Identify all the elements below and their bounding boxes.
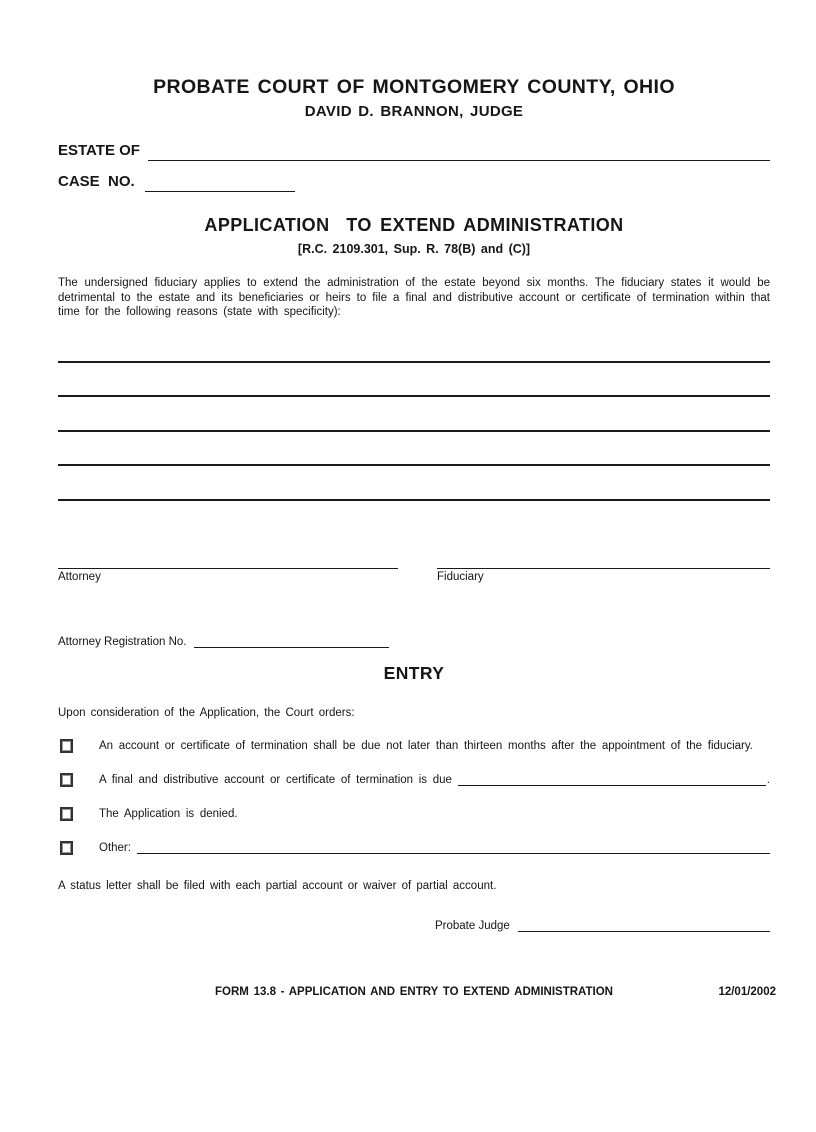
reason-fill-line[interactable] [58, 466, 770, 501]
option-suffix: . [766, 773, 770, 786]
attorney-registration-label: Attorney Registration No. [58, 635, 187, 648]
entry-option-row [58, 773, 770, 788]
probate-judge-label: Probate Judge [435, 919, 510, 932]
form-footer [58, 985, 776, 999]
fiduciary-label: Fiduciary [437, 570, 484, 583]
entry-option-row [58, 739, 770, 754]
estate-of-label: ESTATE OF [58, 142, 140, 159]
attorney-signature-block [58, 568, 398, 584]
signature-row [58, 568, 770, 584]
option-label: Other: [99, 841, 131, 854]
application-body-text: The undersigned fiduciary applies to extend the administration of the estate beyond six months. The fiduciary states it would be detrimental to the estate and its beneficiaries or heirs to file a final and distributive account or certificate of termination within that time for the following reasons (state with specificity): [58, 277, 770, 319]
rule-citation: [R.C. 2109.301, Sup. R. 78(B) and (C)] [297, 242, 531, 256]
document-page [0, 76, 816, 1132]
case-no-label: CASE NO. [58, 173, 135, 190]
probate-judge-row [435, 917, 770, 932]
reason-fill-lines [58, 320, 770, 501]
reason-fill-line[interactable] [58, 320, 770, 363]
option-checkbox[interactable] [60, 739, 73, 753]
option-label: A final and distributive account or certificate of termination is due [99, 773, 452, 786]
option-checkbox[interactable] [60, 773, 73, 787]
reason-fill-line[interactable] [58, 397, 770, 432]
case-no-field[interactable] [145, 169, 295, 192]
entry-options [58, 739, 770, 856]
court-title: PROBATE COURT OF MONTGOMERY COUNTY, OHIO [153, 76, 675, 98]
option-label: An account or certificate of termination shall be due not later than thirteen months after the appointment of the fiduciary. [99, 739, 753, 752]
entry-option-row [58, 841, 770, 856]
attorney-signature-line[interactable] [58, 568, 398, 569]
attorney-registration-row [58, 633, 770, 648]
fiduciary-signature-block [437, 568, 770, 584]
option-checkbox[interactable] [60, 841, 73, 855]
option-fill-line[interactable] [137, 841, 770, 854]
case-no-row [58, 170, 770, 192]
form-number-label: FORM 13.8 - APPLICATION AND ENTRY TO EXTEND ADMINISTRATION [215, 985, 613, 998]
attorney-registration-field[interactable] [194, 632, 389, 648]
judge-name: DAVID D. BRANNON, JUDGE [304, 103, 524, 120]
option-checkbox[interactable] [60, 807, 73, 821]
option-fill-line[interactable] [458, 773, 766, 786]
reason-fill-line[interactable] [58, 432, 770, 467]
form-title: APPLICATION TO EXTEND ADMINISTRATION [204, 215, 624, 235]
entry-option-row [58, 807, 770, 822]
entry-heading: ENTRY [383, 662, 445, 683]
reason-fill-line[interactable] [58, 363, 770, 398]
status-letter-note: A status letter shall be filed with each partial account or waiver of partial account. [58, 879, 497, 892]
entry-intro: Upon consideration of the Application, the Court orders: [58, 706, 355, 719]
estate-of-row [58, 139, 770, 161]
fiduciary-signature-line[interactable] [437, 568, 770, 569]
probate-judge-signature-line[interactable] [518, 916, 770, 932]
form-revision-date: 12/01/2002 [718, 985, 776, 998]
attorney-label: Attorney [58, 570, 101, 583]
estate-of-field[interactable] [148, 138, 770, 161]
option-label: The Application is denied. [99, 807, 238, 820]
